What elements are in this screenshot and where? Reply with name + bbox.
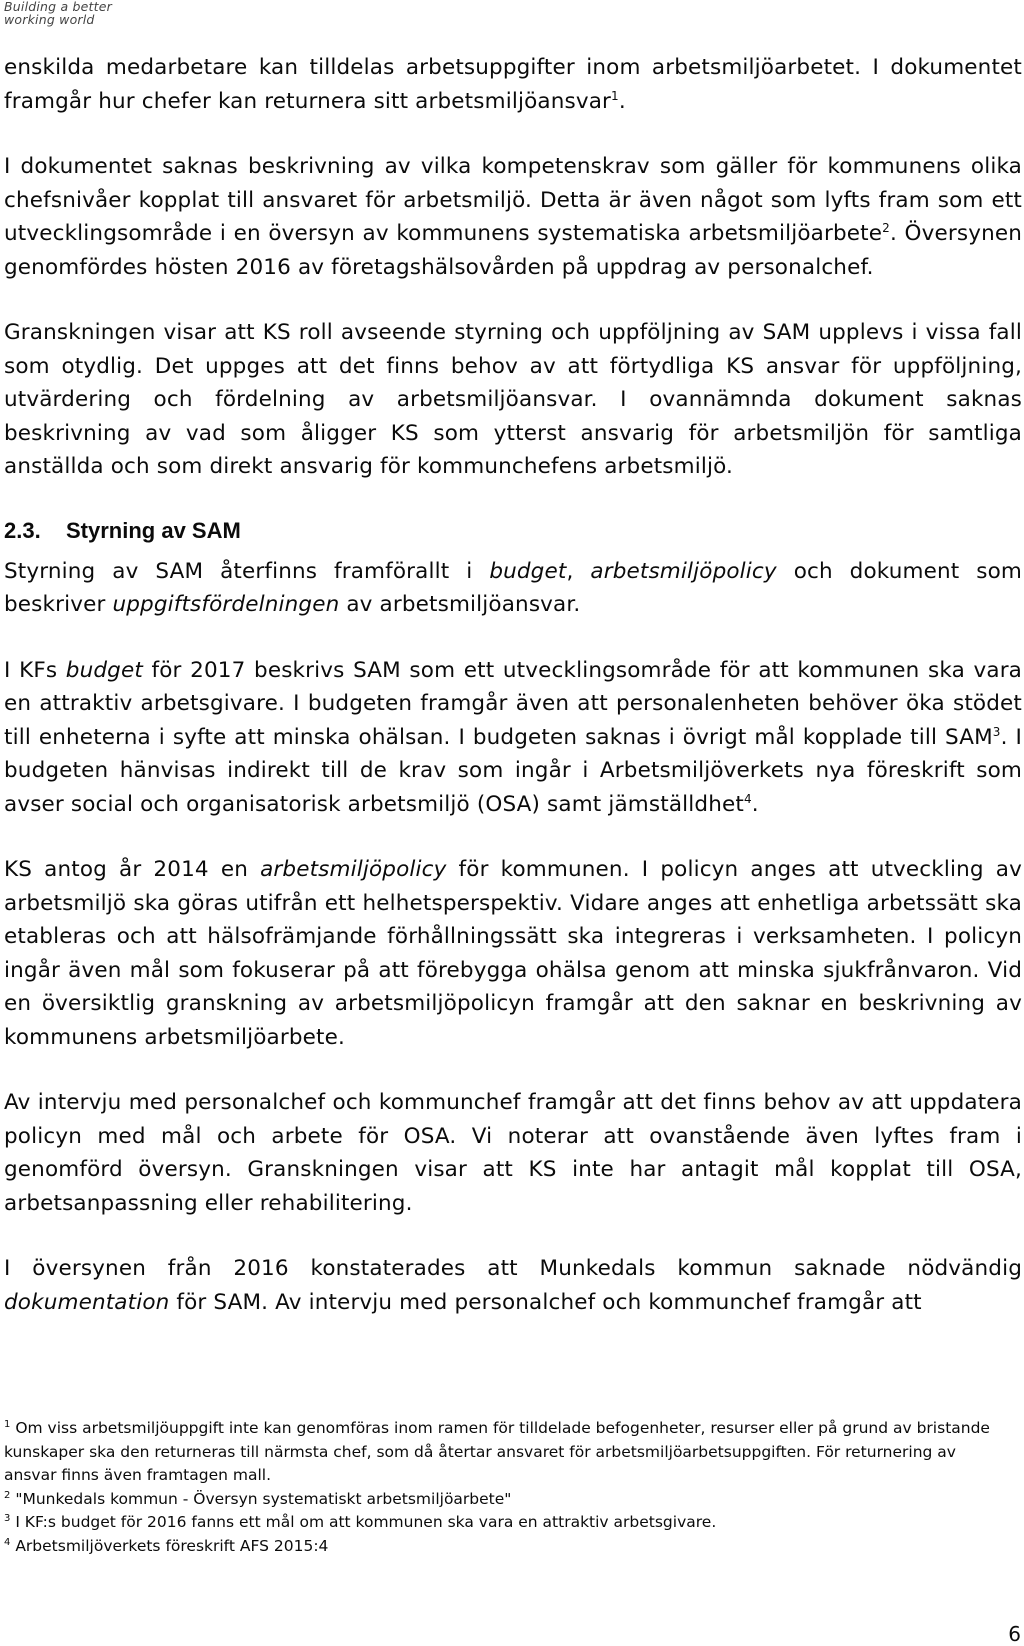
paragraph-5: I KFs budget för 2017 beskrivs SAM som ett utvecklingsområde för att kommunen ska vara en attraktiv arbetsgivare. I budgeten framgår även att personalenheten behöver öka stödet till enheterna i syfte att minska ohälsan. I budgeten saknas i övrigt mål kopplade till SAM$^3$. I budgeten hänvisas indirekt till de krav som ingår i Arbetsmiljöverkets nya föreskrift som avser social och organisatorisk arbetsmiljö (OSA) samt jämställdhet$^4$.: [4, 657, 1023, 817]
footnote-3: $^3$ I KF:s budget för 2016 fanns ett mål om att kommunen ska vara en attraktiv arbetsgivare.: [4, 1513, 717, 1531]
footnote-2: $^2$ "Munkedals kommun - Översyn systematiskt arbetsmiljöarbete": [4, 1489, 512, 1508]
footnote-ref-2: 2: [882, 221, 890, 235]
paragraph-2: I dokumentet saknas beskrivning av vilka kompetenskrav som gäller för kommunens olika chefsnivåer kopplat till ansvaret för arbetsmiljö. Detta är även något som lyfts fram som ett utvecklingsområde i en översyn av kommunens systematiska arbetsmiljöarbete$^2$. Översynen genomfördes hösten 2016 av företagshälsovården på uppdrag av personalchef.: [4, 154, 1023, 280]
footnotes: [4, 1417, 1004, 1558]
brand-logo: [4, 0, 112, 26]
brand-tagline-line2: working world: [4, 12, 95, 27]
paragraph-7: Av intervju med personalchef och kommunchef framgår att det finns behov av att uppdatera policyn med mål och arbete för OSA. Vi noterar att ovanstående även lyftes fram i genomförd översyn. Granskningen visar att KS inte har antagit mål kopplat till OSA, arbetsanpassning eller rehabilitering.: [4, 1090, 1022, 1216]
footnote-4: $^4$ Arbetsmiljöverkets föreskrift AFS 2015:4: [4, 1536, 329, 1555]
paragraph-1: enskilda medarbetare kan tilldelas arbetsuppgifter inom arbetsmiljöarbetet. I dokumentet framgår hur chefer kan returnera sitt arbetsmiljöansvar$^1$.: [4, 55, 1022, 114]
footnote-1: $^1$ Om viss arbetsmiljöuppgift inte kan genomföras inom ramen för tilldelade befogenheter, resurser eller på grund av bristande kunskaper ska den returneras till närmsta chef, som då återtar ansvaret för arbetsmiljöarbetsuppgiften. För returnering av ansvar finns även framtagen mall.: [4, 1419, 990, 1484]
paragraph-3: Granskningen visar att KS roll avseende styrning och uppföljning av SAM upplevs i vissa fall som otydlig. Det uppges att det finns behov av att förtydliga KS ansvar för uppföljning, utvärdering och fördelning av arbetsmiljöansvar. I ovannämnda dokument saknas beskrivning av vad som åligger KS som ytterst ansvarig för arbetsmiljön för samtliga anställda och som direkt ansvarig för kommunchefens arbetsmiljö.: [4, 320, 1022, 479]
paragraph-8: I översynen från 2016 konstaterades att Munkedals kommun saknade nödvändig dokumentation för SAM. Av intervju med personalchef och kommunchef framgår att: [4, 1256, 1022, 1315]
document-body: [4, 51, 1022, 1319]
page-number: 6: [1008, 1622, 1021, 1646]
paragraph-4: Styrning av SAM återfinns framförallt i budget, arbetsmiljöpolicy och dokument som beskriver uppgiftsfördelningen av arbetsmiljöansvar.: [4, 558, 1022, 617]
footnote-ref-3: 3: [992, 724, 1001, 739]
section-number: 2.3.: [4, 517, 41, 543]
paragraph-6: KS antog år 2014 en arbetsmiljöpolicy för kommunen. I policyn anges att utveckling av arbetsmiljö ska göras utifrån ett helhetsperspektiv. Vidare anges att enhetliga arbetssätt ska etableras och att hälsofrämjande förhållningssätt ska integreras i verksamheten. I policyn ingår även mål som fokuserar på att förebygga ohälsa genom att minska sjukfrånvaron. Vid en översiktlig granskning av arbetsmiljöpolicyn framgår att den saknar en beskrivning av kommunens arbetsmiljöarbete.: [4, 857, 1022, 1050]
footnote-ref-1: 1: [611, 88, 619, 103]
section-heading: [4, 516, 1022, 546]
section-title: Styrning av SAM: [66, 517, 241, 543]
footnote-ref-4: 4: [743, 791, 752, 806]
brand-tagline-line1: Building a better: [4, 0, 112, 14]
